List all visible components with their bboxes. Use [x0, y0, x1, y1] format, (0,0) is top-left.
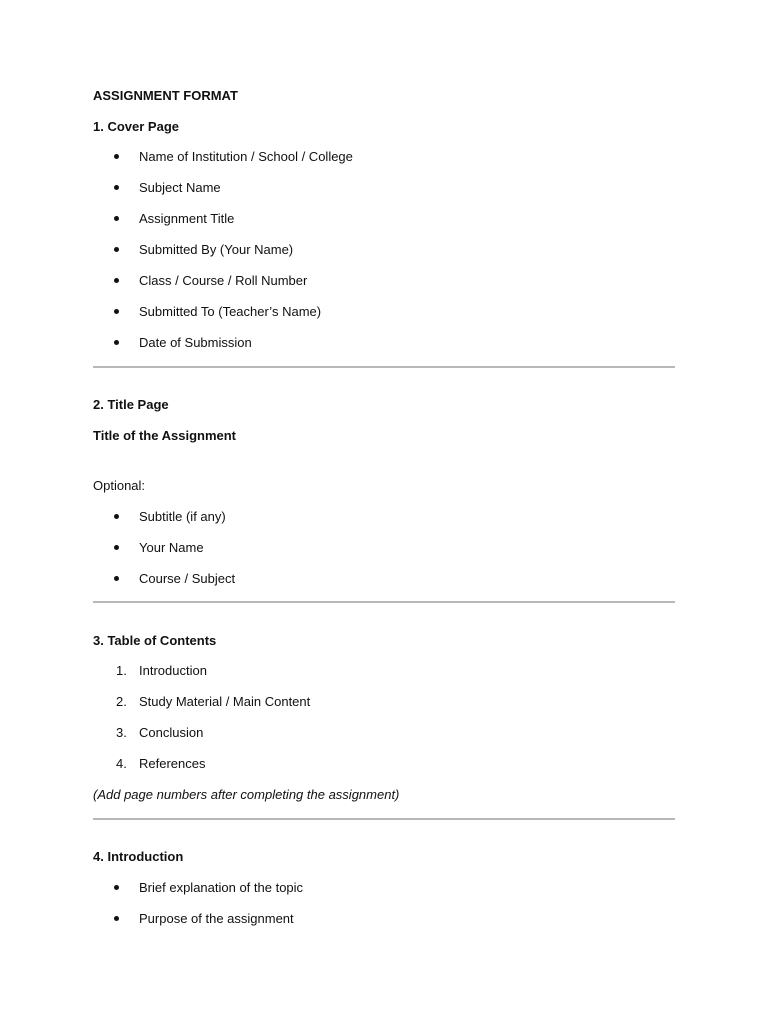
list-item: [0, 663, 768, 679]
list-item-text: Submitted By (Your Name): [139, 242, 294, 257]
list-item: [0, 880, 768, 896]
list-item-text: Class / Course / Roll Number: [139, 273, 308, 288]
bullet-icon: [114, 185, 119, 190]
bullet-icon: [114, 309, 119, 314]
bullet-icon: [114, 278, 119, 283]
list-item-text: Assignment Title: [139, 211, 235, 226]
list-item-text: Introduction: [139, 663, 207, 678]
list-item: [0, 304, 768, 320]
list-item: [0, 509, 768, 525]
horizontal-divider: [93, 818, 675, 820]
list-item: [0, 756, 768, 772]
bullet-icon: [114, 247, 119, 252]
list-item: [0, 180, 768, 196]
section-heading-table-of-contents: 3. Table of Contents: [93, 633, 217, 648]
bullet-icon: [114, 514, 119, 519]
list-item-text: Name of Institution / School / College: [139, 149, 353, 164]
bullet-icon: [114, 916, 119, 921]
horizontal-divider: [93, 601, 675, 603]
list-item-text: Conclusion: [139, 725, 204, 740]
list-item-text: Date of Submission: [139, 335, 252, 350]
list-item: [0, 242, 768, 258]
list-item-text: Submitted To (Teacher’s Name): [139, 304, 322, 319]
document-title: ASSIGNMENT FORMAT: [93, 88, 238, 103]
bullet-icon: [114, 154, 119, 159]
bullet-icon: [114, 545, 119, 550]
list-item: [0, 725, 768, 741]
bullet-icon: [114, 576, 119, 581]
list-item: [0, 694, 768, 710]
section-heading-cover-page: 1. Cover Page: [93, 119, 179, 134]
toc-note: (Add page numbers after completing the assignment): [93, 787, 400, 802]
list-item-text: Subtitle (if any): [139, 509, 226, 524]
list-item: [0, 911, 768, 927]
horizontal-divider: [93, 366, 675, 368]
list-item-text: Your Name: [139, 540, 204, 555]
section-heading-title-page: 2. Title Page: [93, 397, 169, 412]
list-number: 2.: [116, 694, 127, 709]
list-item: [0, 211, 768, 227]
list-item-text: Subject Name: [139, 180, 221, 195]
list-item: [0, 273, 768, 289]
list-item-text: Study Material / Main Content: [139, 694, 311, 709]
list-number: 1.: [116, 663, 127, 678]
list-item-text: References: [139, 756, 206, 771]
bullet-icon: [114, 216, 119, 221]
list-item: [0, 335, 768, 351]
optional-label: Optional:: [93, 478, 146, 493]
list-item: [0, 149, 768, 165]
bullet-icon: [114, 885, 119, 890]
list-number: 4.: [116, 756, 127, 771]
bullet-icon: [114, 340, 119, 345]
title-subheading: Title of the Assignment: [93, 428, 237, 443]
list-item-text: Brief explanation of the topic: [139, 880, 304, 895]
list-item: [0, 540, 768, 556]
list-item: [0, 571, 768, 587]
section-heading-introduction: 4. Introduction: [93, 849, 184, 864]
list-item-text: Course / Subject: [139, 571, 236, 586]
list-item-text: Purpose of the assignment: [139, 911, 294, 926]
list-number: 3.: [116, 725, 127, 740]
